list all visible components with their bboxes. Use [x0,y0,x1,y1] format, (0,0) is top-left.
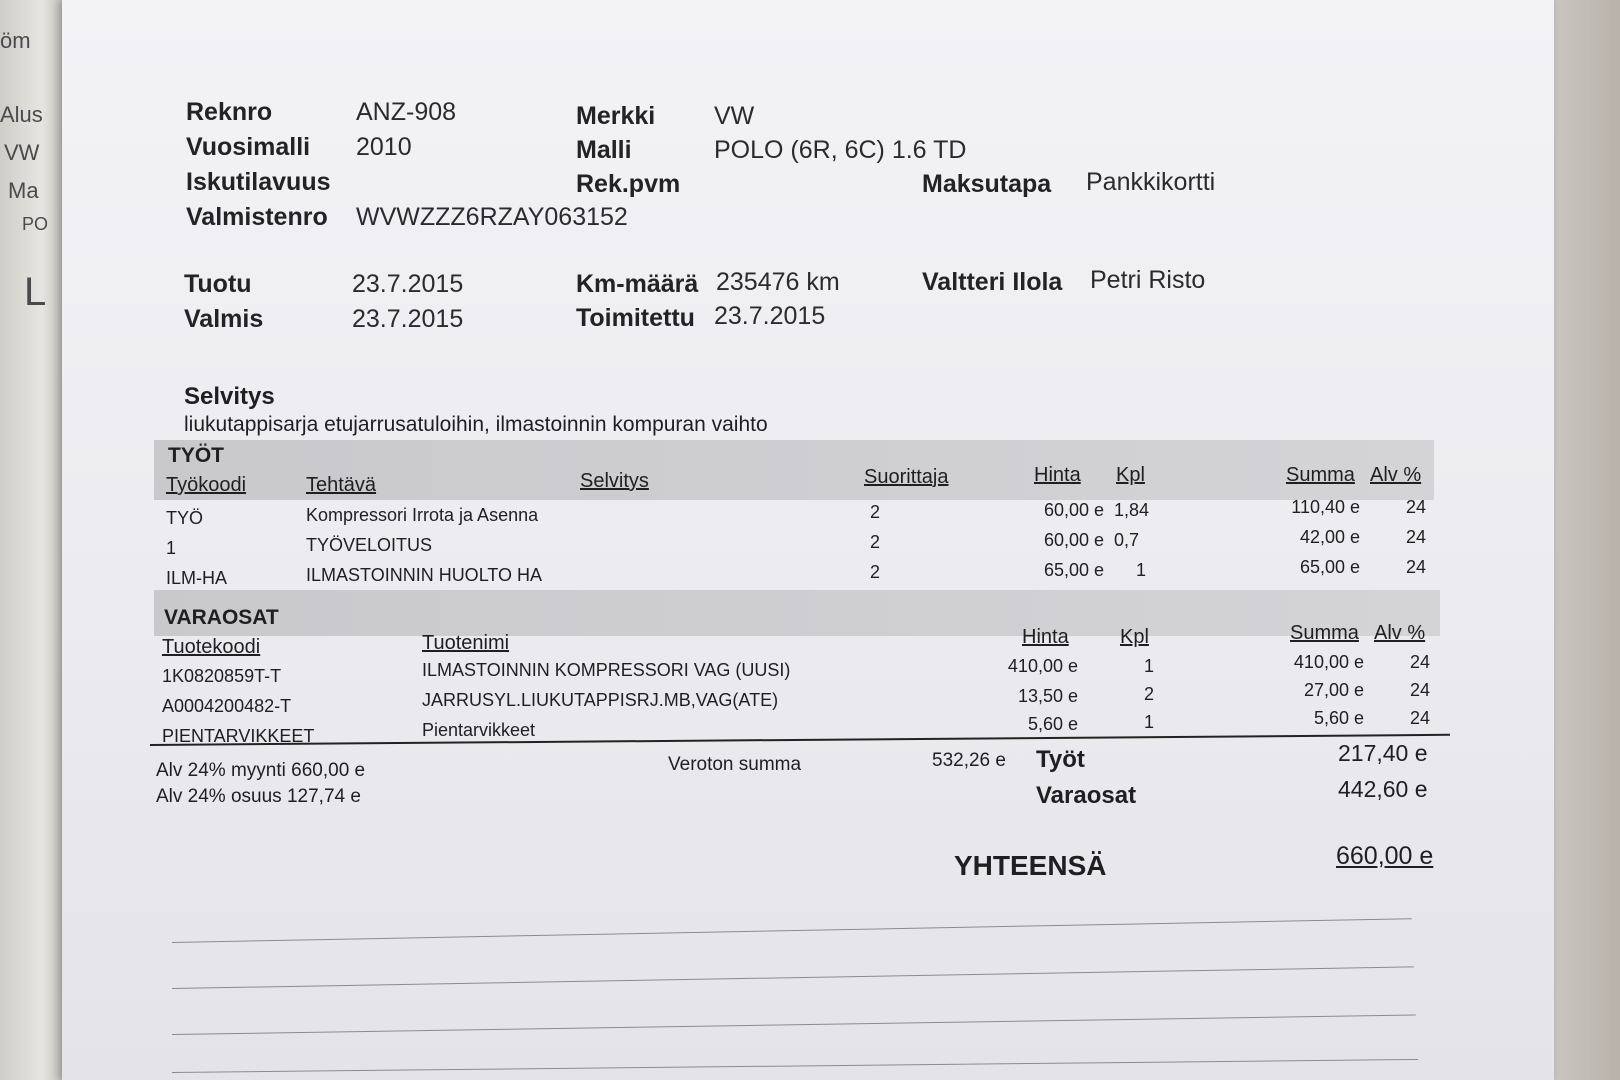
iskutilavuus-label: Iskutilavuus [186,168,331,196]
alv-myynti: Alv 24% myynti 660,00 e [156,760,366,781]
tuotu-label: Tuotu [184,270,252,298]
invoice-sheet [62,0,1554,1080]
varaosat-header-band [154,590,1440,636]
col-header-suorittaja: Suorittaja [864,466,949,488]
cell-qty: 1 [1144,712,1155,732]
tyot-title: TYÖT [168,444,224,467]
cell-sum: 27,00 e [1303,680,1364,700]
cell-name: ILMASTOINNIN KOMPRESSORI VAG (UUSI) [422,660,791,680]
cell-code: TYÖ [166,508,204,528]
reknro-label: Reknro [186,98,273,126]
col-header-tuotenimi: Tuotenimi [422,632,510,654]
varaosat-title: VARAOSAT [164,606,279,629]
underlying-text: PO [22,214,49,234]
cell-vat: 24 [1410,652,1431,672]
cell-vat: 24 [1406,527,1427,547]
tyot-total-label: Työt [1036,746,1085,773]
rekpvm-label: Rek.pvm [576,170,681,198]
selvitys-title: Selvitys [184,383,275,410]
blank-line [172,1059,1418,1073]
km-value: 235476 km [716,268,840,296]
km-label: Km-määrä [576,270,699,298]
cell-qty: 1 [1144,656,1155,676]
vuosimalli-value: 2010 [356,133,412,161]
cell-price: 5,60 e [1027,714,1078,734]
maksutapa-label: Maksutapa [922,170,1052,198]
cell-by: 2 [870,502,881,522]
alv-osuus: Alv 24% osuus 127,74 e [156,786,361,807]
col-header-hinta: Hinta [1034,464,1081,486]
yhteensa-value: 660,00 e [1336,842,1434,870]
cell-sum: 110,40 e [1291,497,1360,517]
underlying-text: Alus [0,102,43,127]
cell-sum: 410,00 e [1293,652,1364,672]
col-header-summa: Summa [1290,622,1359,644]
col-header-tehtava: Tehtävä [306,474,377,496]
cell-vat: 24 [1406,557,1427,577]
col-header-alv: Alv % [1370,464,1422,486]
cell-price: 13,50 e [1017,686,1078,706]
valmistenro-value: WVWZZZ6RZAY063152 [356,203,628,231]
cell-code: ILM-HA [166,568,228,588]
blank-line [172,1014,1416,1035]
valmis-value: 23.7.2015 [352,305,464,333]
varaosat-total-label: Varaosat [1036,782,1137,809]
blank-line [172,966,1414,989]
col-header-kpl: Kpl [1116,464,1145,486]
cell-vat: 24 [1406,497,1427,517]
vuosimalli-label: Vuosimalli [186,133,311,161]
cell-task: Kompressori Irrota ja Asenna [306,505,539,525]
underlying-text: Ma [8,178,39,203]
cell-sum: 65,00 e [1299,557,1360,577]
underlying-page [0,0,70,1080]
cell-qty: 0,7 [1114,530,1140,550]
maksutapa-value: Pankkikortti [1086,168,1216,196]
varaosat-total-value: 442,60 e [1338,776,1428,802]
cell-name: Pientarvikkeet [422,720,536,740]
cell-vat: 24 [1410,680,1431,700]
totals-separator [150,734,1450,746]
valtteri-value: Petri Risto [1090,266,1206,294]
col-header-selvitys: Selvitys [580,470,649,492]
cell-vat: 24 [1410,708,1431,728]
cell-name: JARRUSYL.LIUKUTAPPISRJ.MB,VAG(ATE) [422,690,779,710]
reknro-value: ANZ-908 [356,98,457,126]
toimitettu-label: Toimitettu [576,304,695,332]
col-header-summa: Summa [1286,464,1355,486]
cell-code: A0004200482-T [162,696,292,716]
valtteri-label: Valtteri Ilola [922,268,1063,296]
cell-qty: 1,84 [1114,500,1150,520]
toimitettu-value: 23.7.2015 [714,302,826,330]
cell-task: ILMASTOINNIN HUOLTO HA [306,565,543,585]
cell-code: 1 [166,538,177,558]
col-header-hinta: Hinta [1022,626,1069,648]
valmistenro-label: Valmistenro [186,203,328,231]
veroton-label: Veroton summa [668,754,802,775]
cell-by: 2 [870,532,881,552]
veroton-value: 532,26 e [932,750,1006,771]
malli-label: Malli [576,136,632,164]
cell-task: TYÖVELOITUS [306,535,433,555]
col-header-tuotekoodi: Tuotekoodi [162,636,261,658]
cell-code: PIENTARVIKKEET [162,726,315,746]
tyot-total-value: 217,40 e [1338,740,1428,766]
blank-line [172,918,1412,943]
cell-qty: 1 [1136,560,1147,580]
yhteensa-label: YHTEENSÄ [954,850,1107,881]
underlying-text: öm [0,28,31,53]
col-header-alv: Alv % [1374,622,1426,644]
underlying-text: VW [4,140,40,165]
cell-code: 1K0820859T-T [162,666,282,686]
cell-price: 65,00 e [1043,560,1104,580]
valmis-label: Valmis [184,305,264,333]
cell-sum: 5,60 e [1313,708,1364,728]
malli-value: POLO (6R, 6C) 1.6 TD [714,136,967,164]
tuotu-value: 23.7.2015 [352,270,464,298]
selvitys-text: liukutappisarja etujarrusatuloihin, ilmastoinnin kompuran vaihto [184,413,768,436]
cell-price: 60,00 e [1043,500,1104,520]
merkki-value: VW [714,102,755,130]
merkki-label: Merkki [576,102,656,130]
underlying-text: L [24,270,47,314]
col-header-kpl: Kpl [1120,626,1149,648]
col-header-tyokoodi: Työkoodi [166,474,247,496]
cell-sum: 42,00 e [1299,527,1360,547]
cell-by: 2 [870,562,881,582]
cell-price: 410,00 e [1007,656,1078,676]
cell-price: 60,00 e [1043,530,1104,550]
cell-qty: 2 [1144,684,1155,704]
